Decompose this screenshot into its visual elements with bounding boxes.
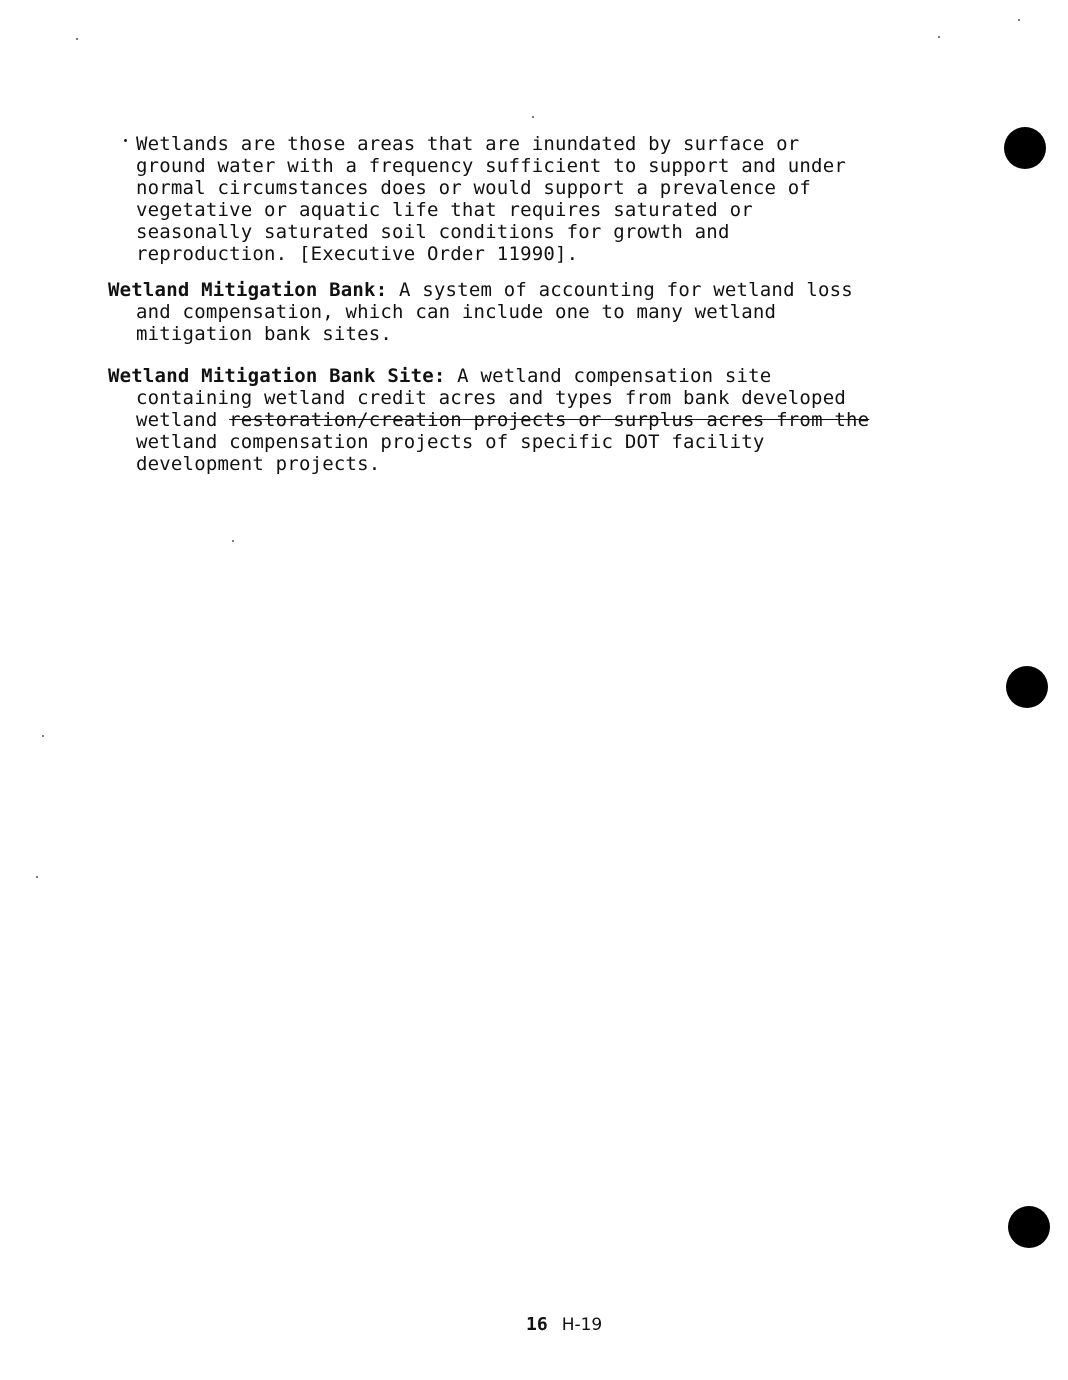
scan-speck	[938, 36, 940, 38]
text-line: and compensation, which can include one to many wetland	[136, 301, 777, 323]
text-line: vegetative or aquatic life that requires saturated or	[136, 199, 753, 221]
definition-term: Wetland Mitigation Bank Site:	[108, 365, 446, 387]
scan-speck	[1018, 19, 1020, 21]
scan-speck	[76, 38, 78, 40]
punch-hole	[1008, 1206, 1050, 1248]
punch-hole	[1004, 127, 1046, 169]
definition-first-line	[108, 365, 869, 387]
text-line: normal circumstances does or would support a prevalence of	[136, 177, 812, 199]
punch-hole	[1006, 666, 1048, 708]
scan-speck	[42, 735, 44, 737]
definition-text: A system of accounting for wetland loss	[387, 279, 853, 301]
scan-speck	[532, 116, 534, 118]
text-line: seasonally saturated soil conditions for growth and	[136, 221, 730, 243]
struck-text: restoration/creation projects or surplus acres from the	[229, 409, 870, 431]
text-line: reproduction. [Executive Order 11990].	[136, 243, 579, 265]
text-fragment: wetland	[136, 409, 230, 431]
bullet-mark	[124, 139, 127, 142]
definition-term: Wetland Mitigation Bank:	[108, 279, 388, 301]
text-line-with-strikeout	[108, 409, 869, 431]
text-line: Wetlands are those areas that are inundated by surface or	[136, 133, 800, 155]
mitigation-bank-definition	[108, 279, 853, 345]
mitigation-bank-site-definition	[108, 365, 869, 475]
text-line: containing wetland credit acres and types from bank developed	[136, 387, 846, 409]
text-line: wetland compensation projects of specific DOT facility	[136, 431, 765, 453]
page-number: 16	[526, 1314, 548, 1335]
definition-first-line	[108, 279, 853, 301]
page-footer	[526, 1314, 602, 1335]
text-line: ground water with a frequency sufficient to support and under	[136, 155, 846, 177]
text-line: development projects.	[136, 453, 381, 475]
page-code: H-19	[561, 1315, 603, 1335]
scan-speck	[232, 540, 234, 542]
scan-speck	[36, 876, 38, 878]
wetlands-definition	[136, 133, 846, 265]
definition-text: A wetland compensation site	[445, 365, 772, 387]
text-line: mitigation bank sites.	[136, 323, 393, 345]
